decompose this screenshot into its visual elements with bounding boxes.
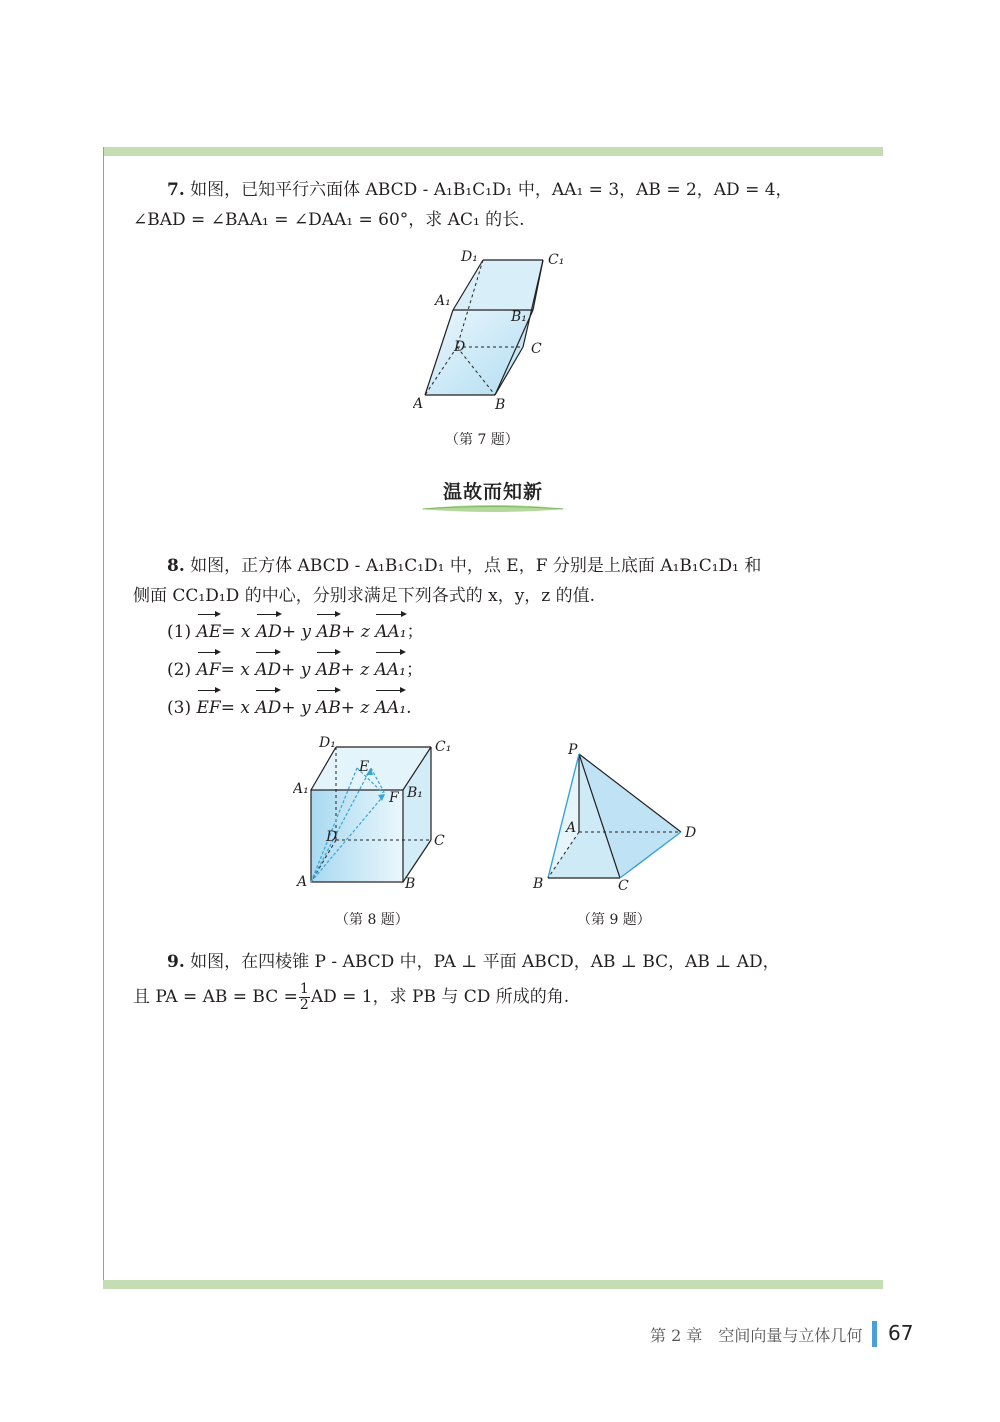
problem-8-block [133, 551, 863, 725]
fig7-label-D1: D₁ [461, 249, 478, 265]
fig9-label-C: C [618, 878, 629, 890]
fig8-label-B1: B₁ [407, 785, 423, 801]
figure-9-caption: （第 9 题） [577, 912, 651, 928]
fig9-label-P: P [568, 742, 578, 758]
fig8-label-C1: C₁ [435, 739, 452, 755]
figure-8-cube [293, 735, 463, 895]
footer-accent-bar [872, 1321, 877, 1347]
figure-7-parallelepiped [413, 247, 583, 422]
fig7-label-C: C [531, 341, 542, 357]
fig7-label-B1: B₁ [511, 309, 527, 325]
page-content [133, 175, 863, 235]
fig8-label-D1: D₁ [319, 735, 336, 751]
problem-8-line-1: 8. 如图，正方体 ABCD - A₁B₁C₁D₁ 中，点 E，F 分别是上底面 A₁B₁C₁D₁ 和 [167, 556, 762, 576]
fig7-label-C1: C₁ [548, 252, 565, 268]
figure-9-pyramid [528, 740, 708, 890]
section-title-swoosh [413, 471, 573, 521]
page-number: 67 [888, 1321, 914, 1345]
problem-9-line-1: 9. 如图，在四棱锥 P - ABCD 中，PA ⊥ 平面 ABCD，AB ⊥ BC，AB ⊥ AD， [167, 952, 780, 972]
bottom-green-bar [103, 1280, 883, 1289]
fig9-label-B: B [533, 876, 544, 890]
fig7-label-B: B [495, 397, 506, 413]
section-title-badge [413, 471, 573, 521]
fig8-label-F: F [389, 790, 399, 806]
problem-7-line-1: 7. 如图，已知平行六面体 ABCD - A₁B₁C₁D₁ 中，AA₁ = 3，AB = 2，AD = 4， [167, 180, 793, 200]
problem-8-number: 8. [167, 556, 185, 576]
problem-8-item-3: (3) EF= x AD+ y AB+ z AA₁. [133, 687, 863, 725]
problem-9-number: 9. [167, 952, 185, 972]
fig7-label-A1: A₁ [435, 293, 451, 309]
fig8-label-C: C [434, 833, 445, 849]
top-green-bar [103, 147, 883, 156]
chapter-title: 第 2 章 空间向量与立体几何 [650, 1326, 863, 1345]
fig7-label-A: A [413, 396, 424, 412]
fig8-label-B: B [405, 876, 416, 892]
problem-7-line-2: ∠BAD = ∠BAA₁ = ∠DAA₁ = 60°，求 AC₁ 的长. [133, 210, 525, 230]
fig9-label-D: D [685, 825, 697, 841]
section-title: 温故而知新 [442, 481, 543, 503]
fraction-one-half: $\frac{1}{2}$ [299, 981, 309, 1013]
problem-7-number: 7. [167, 180, 185, 200]
fig8-label-E: E [359, 759, 370, 775]
fig7-label-D: D [454, 339, 466, 355]
problem-8-item-2: (2) AF= x AD+ y AB+ z AA₁； [133, 649, 863, 687]
problem-9-block [133, 947, 863, 1017]
figure-7-caption: （第 7 题） [445, 432, 519, 448]
page-footer [0, 1321, 1000, 1351]
problem-8-item-1: (1) AE= x AD+ y AB+ z AA₁； [133, 611, 863, 649]
page-frame [103, 147, 883, 1289]
fig8-label-A: A [297, 874, 308, 890]
problem-9-line-2: 且 PA = AB = BC = $\frac{1}{2}$ AD = 1，求 PB 与 CD 所成的角. [133, 981, 570, 1013]
left-border-line [103, 147, 104, 1289]
fig8-label-D: D [326, 829, 338, 845]
fig9-label-A: A [566, 820, 577, 836]
fig8-label-A1: A₁ [293, 781, 309, 797]
problem-8-line-2: 侧面 CC₁D₁D 的中心，分别求满足下列各式的 x，y，z 的值. [133, 586, 596, 606]
figure-8-caption: （第 8 题） [335, 912, 409, 928]
